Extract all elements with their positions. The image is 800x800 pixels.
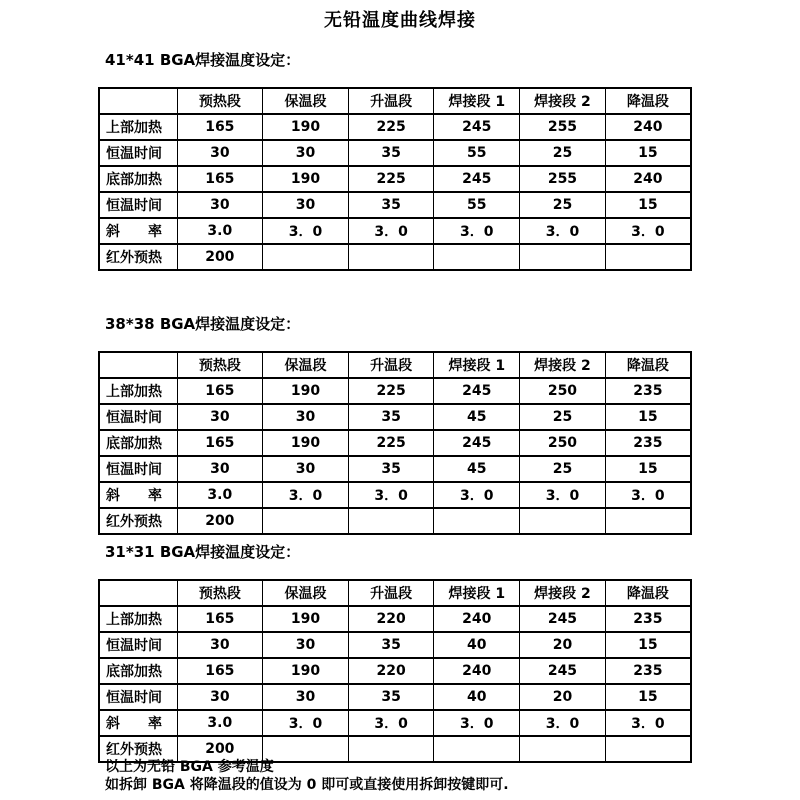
table-cell: 3．0: [348, 482, 434, 508]
table-cell: 35: [348, 140, 434, 166]
table-row: [99, 658, 691, 684]
table-row: [99, 378, 691, 404]
header-row: [99, 580, 691, 606]
section-heading-41x41: 41*41 BGA焊接温度设定：: [105, 51, 301, 69]
table-row: [99, 192, 691, 218]
table-cell: [434, 244, 520, 270]
table-cell: 35: [348, 404, 434, 430]
table-cell: 190: [263, 166, 349, 192]
table-cell: 225: [348, 430, 434, 456]
corner-cell: [99, 580, 177, 606]
table-cell: 3．0: [605, 218, 691, 244]
table-cell: 3．0: [434, 482, 520, 508]
table-cell: 255: [520, 166, 606, 192]
table-cell: 25: [520, 192, 606, 218]
table-cell: 3．0: [263, 710, 349, 736]
row-label: 上部加热: [99, 378, 177, 404]
table-row: [99, 632, 691, 658]
table-cell: 250: [520, 430, 606, 456]
table-cell: 3．0: [520, 482, 606, 508]
table-cell: 3．0: [348, 218, 434, 244]
column-header: 预热段: [177, 352, 263, 378]
table-cell: 190: [263, 114, 349, 140]
table-cell: 3.0: [177, 710, 263, 736]
column-header: 焊接段 2: [520, 352, 606, 378]
section-31x31: [98, 542, 692, 763]
header-row: [99, 352, 691, 378]
column-header: 保温段: [263, 580, 349, 606]
table-cell: 20: [520, 632, 606, 658]
table-cell: 225: [348, 166, 434, 192]
table-cell: [520, 244, 606, 270]
table-row: [99, 710, 691, 736]
footer-notes: [105, 758, 509, 794]
table-row: [99, 508, 691, 534]
row-label: 底部加热: [99, 658, 177, 684]
table-cell: 3．0: [520, 218, 606, 244]
table-cell: 20: [520, 684, 606, 710]
column-header: 升温段: [348, 88, 434, 114]
table-cell: 240: [434, 658, 520, 684]
section-38x38: [98, 314, 692, 535]
section-heading-31x31: 31*31 BGA焊接温度设定：: [105, 543, 301, 561]
footer-line-2: 如拆卸 BGA 将降温段的值设为 0 即可或直接使用拆卸按键即可.: [105, 777, 509, 793]
table-cell: 3．0: [605, 710, 691, 736]
column-header: 保温段: [263, 88, 349, 114]
table-cell: 30: [263, 456, 349, 482]
table-cell: 200: [177, 244, 263, 270]
row-label: 斜 率: [99, 710, 177, 736]
table-cell: 30: [263, 404, 349, 430]
column-header: 降温段: [605, 352, 691, 378]
table-cell: 25: [520, 140, 606, 166]
row-label: 底部加热: [99, 430, 177, 456]
table-cell: [263, 244, 349, 270]
row-label: 恒温时间: [99, 632, 177, 658]
table-cell: 40: [434, 684, 520, 710]
table-cell: 220: [348, 606, 434, 632]
table-cell: 30: [263, 632, 349, 658]
table-cell: 40: [434, 632, 520, 658]
row-label: 上部加热: [99, 114, 177, 140]
row-label: 恒温时间: [99, 404, 177, 430]
row-label: 红外预热: [99, 508, 177, 534]
table-row: [99, 244, 691, 270]
column-header: 预热段: [177, 580, 263, 606]
footer-line-1: 以上为无铅 BGA 参考温度: [105, 759, 274, 775]
corner-cell: [99, 88, 177, 114]
table-cell: [348, 508, 434, 534]
table-cell: 190: [263, 430, 349, 456]
table-cell: 3.0: [177, 482, 263, 508]
table-cell: 235: [605, 430, 691, 456]
table-cell: 190: [263, 378, 349, 404]
section-heading-38x38: 38*38 BGA焊接温度设定：: [105, 315, 301, 333]
table-cell: 245: [434, 430, 520, 456]
temperature-table-38x38: [98, 351, 692, 535]
table-cell: [434, 508, 520, 534]
table-cell: 3．0: [434, 710, 520, 736]
table-cell: 240: [434, 606, 520, 632]
column-header: 焊接段 1: [434, 352, 520, 378]
table-cell: 190: [263, 658, 349, 684]
table-cell: 165: [177, 430, 263, 456]
row-label: 底部加热: [99, 166, 177, 192]
table-cell: 245: [520, 606, 606, 632]
table-cell: 165: [177, 166, 263, 192]
table-row: [99, 606, 691, 632]
table-cell: 30: [177, 456, 263, 482]
row-label: 恒温时间: [99, 684, 177, 710]
table-cell: 200: [177, 736, 263, 762]
table-cell: 245: [434, 114, 520, 140]
table-cell: 55: [434, 192, 520, 218]
table-cell: 245: [520, 658, 606, 684]
column-header: 预热段: [177, 88, 263, 114]
table-cell: 15: [605, 140, 691, 166]
table-cell: 245: [434, 378, 520, 404]
table-cell: [348, 244, 434, 270]
column-header: 焊接段 1: [434, 580, 520, 606]
table-cell: 3．0: [263, 482, 349, 508]
row-label: 恒温时间: [99, 456, 177, 482]
table-cell: [605, 736, 691, 762]
column-header: 升温段: [348, 352, 434, 378]
table-cell: 235: [605, 606, 691, 632]
table-cell: 35: [348, 456, 434, 482]
table-cell: 3.0: [177, 218, 263, 244]
corner-cell: [99, 352, 177, 378]
table-cell: 30: [177, 404, 263, 430]
table-row: [99, 430, 691, 456]
table-cell: 30: [263, 140, 349, 166]
table-cell: 3．0: [434, 218, 520, 244]
column-header: 焊接段 2: [520, 88, 606, 114]
table-row: [99, 404, 691, 430]
table-cell: 30: [263, 684, 349, 710]
table-cell: 15: [605, 456, 691, 482]
table-cell: 255: [520, 114, 606, 140]
table-cell: 225: [348, 378, 434, 404]
column-header: 焊接段 2: [520, 580, 606, 606]
table-cell: 240: [605, 114, 691, 140]
temperature-table-41x41: [98, 87, 692, 271]
row-label: 斜 率: [99, 218, 177, 244]
table-row: [99, 166, 691, 192]
table-cell: [520, 508, 606, 534]
table-cell: 235: [605, 658, 691, 684]
table-cell: 30: [263, 192, 349, 218]
table-cell: 30: [177, 192, 263, 218]
row-label: 斜 率: [99, 482, 177, 508]
row-label: 恒温时间: [99, 192, 177, 218]
table-cell: 35: [348, 684, 434, 710]
table-cell: 245: [434, 166, 520, 192]
table-cell: 3．0: [520, 710, 606, 736]
table-cell: 3．0: [348, 710, 434, 736]
table-cell: 25: [520, 404, 606, 430]
table-cell: 15: [605, 684, 691, 710]
table-cell: 55: [434, 140, 520, 166]
header-row: [99, 88, 691, 114]
table-cell: 190: [263, 606, 349, 632]
table-cell: [605, 508, 691, 534]
table-cell: 165: [177, 606, 263, 632]
table-cell: 30: [177, 684, 263, 710]
column-header: 保温段: [263, 352, 349, 378]
table-cell: 3．0: [605, 482, 691, 508]
table-cell: [263, 508, 349, 534]
table-cell: 15: [605, 632, 691, 658]
table-cell: 30: [177, 632, 263, 658]
table-cell: 25: [520, 456, 606, 482]
table-row: [99, 684, 691, 710]
table-cell: 250: [520, 378, 606, 404]
table-cell: 235: [605, 378, 691, 404]
table-cell: 200: [177, 508, 263, 534]
table-cell: 15: [605, 404, 691, 430]
table-row: [99, 114, 691, 140]
table-cell: 45: [434, 404, 520, 430]
row-label: 红外预热: [99, 736, 177, 762]
temperature-table-31x31: [98, 579, 692, 763]
row-label: 恒温时间: [99, 140, 177, 166]
page-title: 无铅温度曲线焊接: [324, 10, 476, 31]
table-row: [99, 218, 691, 244]
column-header: 降温段: [605, 88, 691, 114]
table-cell: 3．0: [263, 218, 349, 244]
table-row: [99, 456, 691, 482]
table-cell: 165: [177, 378, 263, 404]
table-cell: 165: [177, 658, 263, 684]
table-cell: 45: [434, 456, 520, 482]
table-cell: 165: [177, 114, 263, 140]
table-cell: 240: [605, 166, 691, 192]
section-41x41: [98, 50, 692, 271]
column-header: 升温段: [348, 580, 434, 606]
row-label: 红外预热: [99, 244, 177, 270]
table-cell: 15: [605, 192, 691, 218]
column-header: 焊接段 1: [434, 88, 520, 114]
table-cell: 35: [348, 192, 434, 218]
table-cell: 220: [348, 658, 434, 684]
table-row: [99, 140, 691, 166]
table-cell: 225: [348, 114, 434, 140]
table-cell: [520, 736, 606, 762]
column-header: 降温段: [605, 580, 691, 606]
row-label: 上部加热: [99, 606, 177, 632]
table-cell: [605, 244, 691, 270]
table-row: [99, 482, 691, 508]
table-cell: 30: [177, 140, 263, 166]
table-cell: 35: [348, 632, 434, 658]
